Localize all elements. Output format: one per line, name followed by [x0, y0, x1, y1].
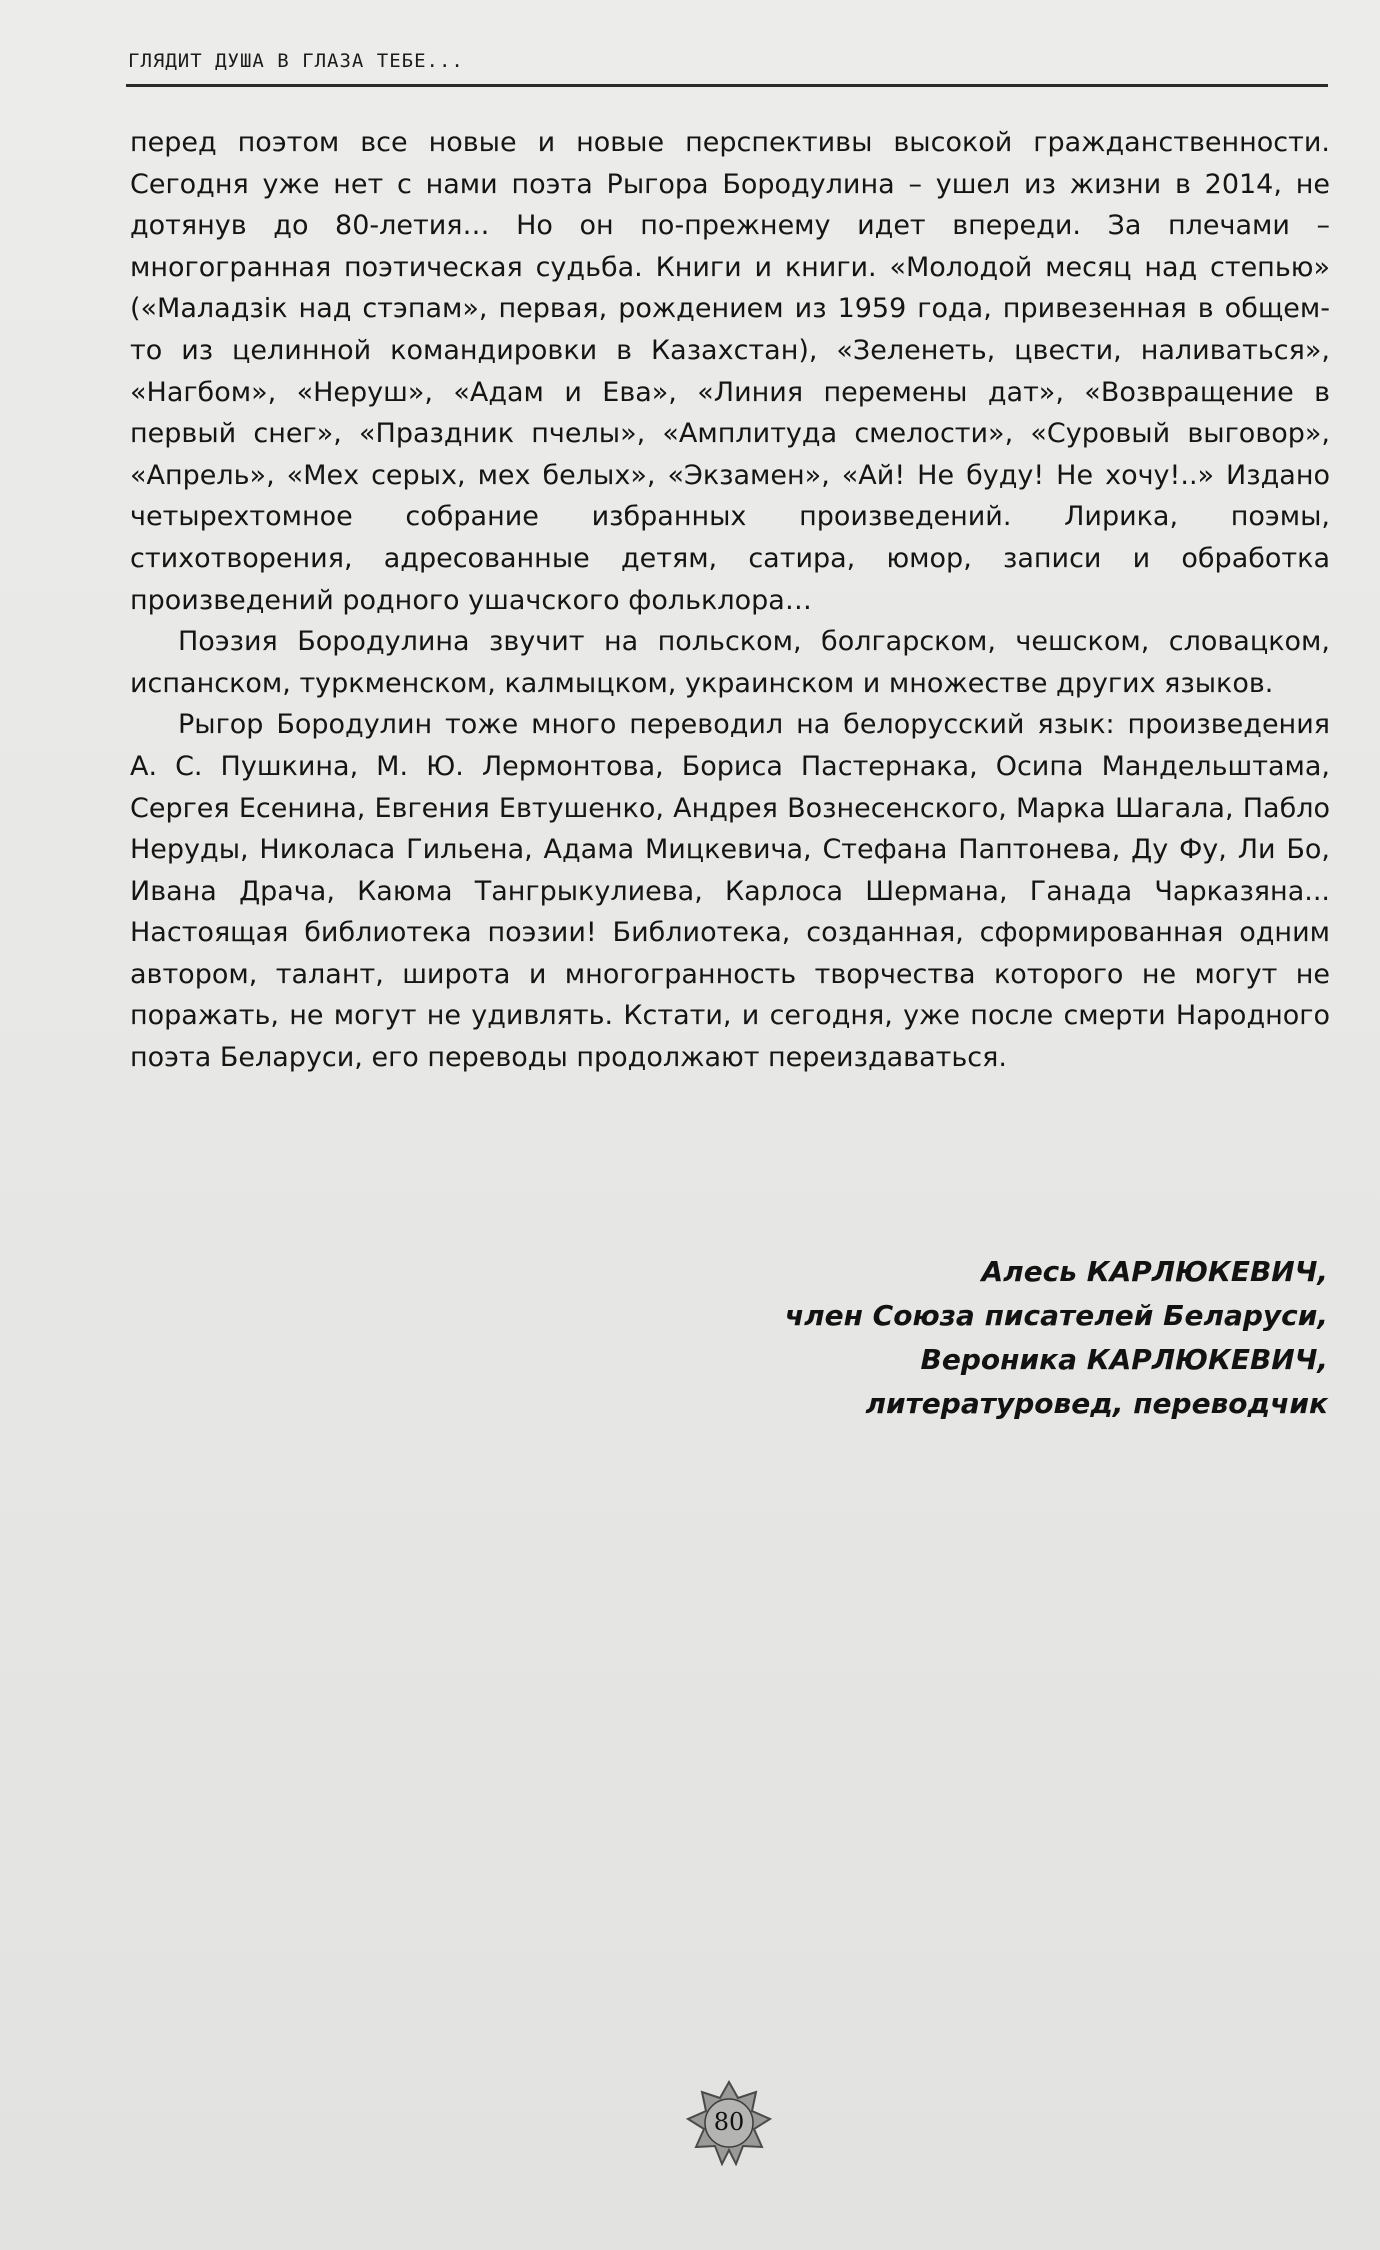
paragraph-translations: Рыгор Бородулин тоже много переводил на белорусский язык: произведения А. С. Пушкина, М. Ю. Лермонтова, Бориса Пастернака, Осипа Мандельштама, Сергея Есенина, Евгения Евтушенко, Андрея Вознесенского, Марка Шагала, Пабло Неруды, Николаса Гильена, Адама Мицкевича, Стефана Паптонева, Ду Фу, Ли Бо, Ивана Драча, Каюма Тангрыкулиева, Карлоса Шермана, Ганада Чарказяна... Настоящая библиотека поэзии! Библиотека, созданная, сформированная одним автором, талант, широта и многогранность творчества которого не могут не поражать, не могут не удивлять. Кстати, и сегодня, уже после смерти Народного поэта Беларуси, его переводы продолжают переиздаваться. [130, 709, 1330, 1074]
author1-name: Алесь КАРЛЮКЕВИЧ, [981, 1255, 1328, 1288]
article-body [130, 122, 1330, 1079]
running-head-title: ГЛЯДИТ ДУША В ГЛАЗА ТЕБЕ... [128, 50, 464, 72]
paragraph-languages: Поэзия Бородулина звучит на польском, болгарском, чешском, словацком, испанском, туркменском, калмыцком, украинском и множестве других языков. [130, 626, 1330, 699]
author1-role: член Союза писателей Беларуси, [784, 1299, 1328, 1332]
page-number-ornament [686, 2080, 772, 2166]
author2-role: литературовед, переводчик [865, 1387, 1328, 1420]
header-rule [126, 84, 1328, 87]
paragraph-continued: перед поэтом все новые и новые перспективы высокой гражданственности. Сегодня уже нет с нами поэта Рыгора Бородулина – ушел из жизни в 2014, не дотянув до 80-летия… Но он по-прежнему идет впереди. За плечами – многогранная поэтическая судьба. Книги и книги. «Молодой месяц над степью» («Маладзік над стэпам», первая, рождением из 1959 года, привезенная в общем-то из целинной командировки в Казахстан), «Зеленеть, цвести, наливаться», «Нагбом», «Неруш», «Адам и Ева», «Линия перемены дат», «Возвращение в первый снег», «Праздник пчелы», «Амплитуда смелости», «Суровый выговор», «Апрель», «Мех серых, мех белых», «Экзамен», «Ай! Не буду! Не хочу!..» Издано четырехтомное собрание избранных произведений. Лирика, поэмы, стихотворения, адресованные детям, сатира, юмор, записи и обработка произведений родного ушачского фольклора… [130, 127, 1330, 616]
page-number: 80 [713, 2108, 745, 2136]
author2-name: Вероника КАРЛЮКЕВИЧ, [920, 1343, 1328, 1376]
author-signature-block [428, 1250, 1328, 1426]
